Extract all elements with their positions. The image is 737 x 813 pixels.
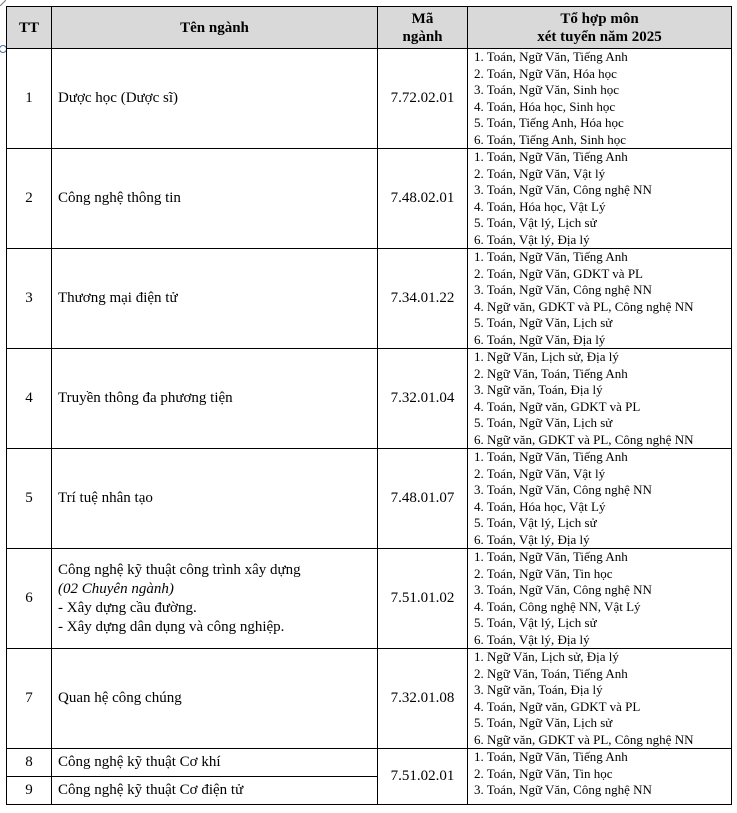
combo-item: 5. Toán, Tiếng Anh, Hóa học	[474, 115, 624, 130]
major-name-title: Công nghệ kỹ thuật công trình xây dựng	[58, 561, 301, 578]
header-code-line2: ngành	[402, 28, 443, 45]
combo-item: 6. Toán, Ngữ Văn, Địa lý	[474, 331, 606, 347]
major-name-note: (02 Chuyên ngành)	[58, 580, 174, 597]
major-code: 7.48.02.01	[378, 149, 468, 249]
table-row	[7, 449, 732, 549]
major-name: Truyền thông đa phương tiện	[52, 349, 378, 449]
combo-item: 6. Toán, Vật lý, Địa lý	[474, 231, 590, 247]
table-row	[7, 249, 732, 349]
combo-item: 6. Ngữ văn, GDKT và PL, Công nghệ NN	[474, 431, 694, 447]
major-code: 7.48.01.07	[378, 449, 468, 549]
combo-item: 1. Toán, Ngữ Văn, Tiếng Anh	[474, 549, 628, 564]
major-code: 7.72.02.01	[378, 49, 468, 149]
combo-item: 4. Toán, Hóa học, Sinh học	[474, 98, 616, 114]
major-name	[52, 549, 378, 649]
combo-item: 3. Toán, Ngữ Văn, Công nghệ NN	[474, 282, 652, 297]
row-number: 1	[7, 49, 52, 149]
major-name: Dược học (Dược sĩ)	[52, 49, 378, 149]
header-name: Tên ngành	[52, 7, 378, 49]
combo-list	[468, 749, 732, 805]
header-row	[7, 7, 732, 49]
row-number: 6	[7, 549, 52, 649]
major-specialization: - Xây dựng dân dụng và công nghiệp.	[58, 618, 285, 635]
combo-item: 2. Toán, Ngữ Văn, Hóa học	[474, 65, 617, 81]
combo-item: 5. Toán, Vật lý, Lịch sử	[474, 515, 597, 530]
row-number: 9	[7, 777, 52, 805]
row-number: 3	[7, 249, 52, 349]
combo-item: 2. Toán, Ngữ Văn, Vật lý	[474, 465, 606, 481]
combo-item: 2. Toán, Ngữ Văn, Vật lý	[474, 165, 606, 181]
combo-item: 3. Toán, Ngữ Văn, Công nghệ NN	[474, 482, 652, 497]
combo-list	[468, 49, 732, 149]
combo-item: 4. Toán, Hóa học, Vật Lý	[474, 198, 606, 214]
header-tt: TT	[7, 7, 52, 49]
combo-list	[468, 149, 732, 249]
combo-list	[468, 449, 732, 549]
combo-list	[468, 349, 732, 449]
combo-item: 2. Toán, Ngữ Văn, GDKT và PL	[474, 265, 643, 281]
admissions-table-wrapper	[6, 6, 732, 805]
header-code	[378, 7, 468, 49]
combo-item: 1. Toán, Ngữ Văn, Tiếng Anh	[474, 149, 628, 164]
header-code-line1: Mã	[411, 10, 434, 27]
combo-item: 4. Ngữ văn, GDKT và PL, Công nghệ NN	[474, 298, 694, 314]
table-row	[7, 749, 732, 777]
major-code: 7.34.01.22	[378, 249, 468, 349]
row-number: 7	[7, 649, 52, 749]
combo-item: 1. Toán, Ngữ Văn, Tiếng Anh	[474, 449, 628, 464]
combo-item: 3. Toán, Ngữ Văn, Công nghệ NN	[474, 782, 652, 797]
combo-list	[468, 649, 732, 749]
combo-item: 3. Ngữ văn, Toán, Địa lý	[474, 382, 603, 397]
major-name: Quan hệ công chúng	[52, 649, 378, 749]
row-number: 8	[7, 749, 52, 777]
combo-item: 4. Toán, Công nghệ NN, Vật Lý	[474, 598, 641, 614]
combo-item: 5. Toán, Ngữ Văn, Lịch sử	[474, 715, 613, 730]
combo-item: 1. Toán, Ngữ Văn, Tiếng Anh	[474, 49, 628, 64]
header-combo-line2: xét tuyển năm 2025	[537, 28, 662, 45]
combo-item: 3. Toán, Ngữ Văn, Sinh học	[474, 82, 620, 97]
combo-item: 5. Toán, Vật lý, Lịch sử	[474, 615, 597, 630]
combo-item: 6. Ngữ văn, GDKT và PL, Công nghệ NN	[474, 731, 694, 747]
combo-item: 1. Ngữ Văn, Lịch sử, Địa lý	[474, 349, 619, 364]
combo-item: 1. Toán, Ngữ Văn, Tiếng Anh	[474, 249, 628, 264]
major-name: Công nghệ kỹ thuật Cơ khí	[52, 749, 378, 777]
major-name: Thương mại điện tử	[52, 249, 378, 349]
combo-item: 5. Toán, Ngữ Văn, Lịch sử	[474, 315, 613, 330]
combo-item: 3. Toán, Ngữ Văn, Công nghệ NN	[474, 182, 652, 197]
combo-item: 2. Toán, Ngữ Văn, Tin học	[474, 565, 613, 581]
combo-item: 3. Ngữ văn, Toán, Địa lý	[474, 682, 603, 697]
table-row	[7, 549, 732, 649]
row-number: 5	[7, 449, 52, 549]
major-code: 7.51.01.02	[378, 549, 468, 649]
combo-item: 6. Toán, Vật lý, Địa lý	[474, 531, 590, 547]
combo-item: 5. Toán, Ngữ Văn, Lịch sử	[474, 415, 613, 430]
combo-item: 4. Toán, Ngữ văn, GDKT và PL	[474, 698, 641, 714]
admissions-table	[6, 6, 732, 805]
combo-item: 2. Toán, Ngữ Văn, Tin học	[474, 765, 613, 781]
major-specialization: - Xây dựng cầu đường.	[58, 599, 197, 616]
combo-item: 4. Toán, Hóa học, Vật Lý	[474, 498, 606, 514]
row-number: 2	[7, 149, 52, 249]
combo-item: 4. Toán, Ngữ văn, GDKT và PL	[474, 398, 641, 414]
combo-list	[468, 249, 732, 349]
table-row	[7, 149, 732, 249]
major-code: 7.32.01.08	[378, 649, 468, 749]
row-number: 4	[7, 349, 52, 449]
major-code: 7.51.02.01	[378, 749, 468, 805]
combo-item: 1. Toán, Ngữ Văn, Tiếng Anh	[474, 749, 628, 764]
table-row	[7, 649, 732, 749]
combo-item: 5. Toán, Vật lý, Lịch sử	[474, 215, 597, 230]
combo-item: 2. Ngữ Văn, Toán, Tiếng Anh	[474, 665, 628, 681]
major-code: 7.32.01.04	[378, 349, 468, 449]
header-combo	[468, 7, 732, 49]
combo-list	[468, 549, 732, 649]
major-name: Công nghệ kỹ thuật Cơ điện tử	[52, 777, 378, 805]
combo-item: 6. Toán, Vật lý, Địa lý	[474, 631, 590, 647]
combo-item: 3. Toán, Ngữ Văn, Công nghệ NN	[474, 582, 652, 597]
combo-item: 6. Toán, Tiếng Anh, Sinh học	[474, 131, 626, 147]
combo-item: 2. Ngữ Văn, Toán, Tiếng Anh	[474, 365, 628, 381]
table-row	[7, 349, 732, 449]
major-name: Công nghệ thông tin	[52, 149, 378, 249]
major-name: Trí tuệ nhân tạo	[52, 449, 378, 549]
combo-item: 1. Ngữ Văn, Lịch sử, Địa lý	[474, 649, 619, 664]
header-combo-line1: Tổ hợp môn	[560, 10, 639, 27]
table-row	[7, 49, 732, 149]
